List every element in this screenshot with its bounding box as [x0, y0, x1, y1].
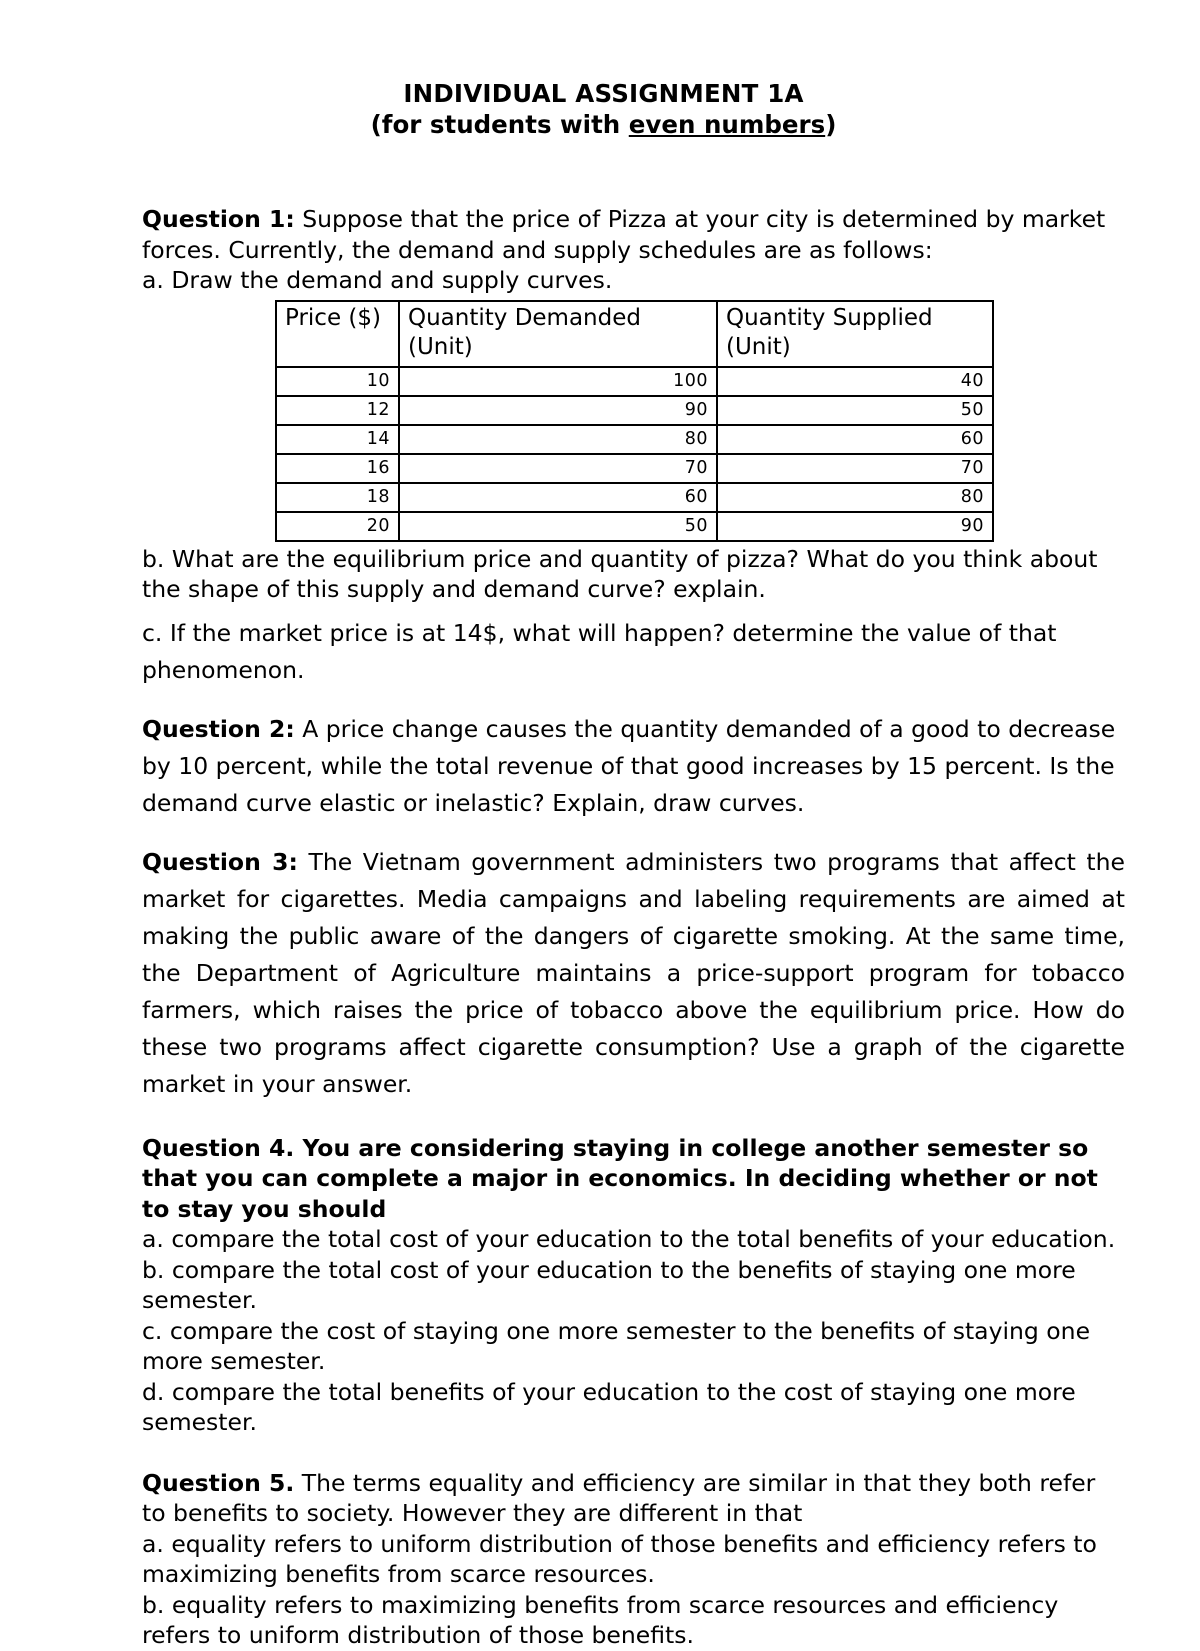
table-header-row — [276, 301, 993, 367]
subtitle-suffix: ) — [825, 110, 837, 139]
subtitle-prefix: (for students with — [370, 110, 629, 139]
table-row — [276, 396, 993, 425]
question-1-intro-text: Suppose that the price of Pizza at your city is determined by market forces. Currently, the demand and supply schedules are as follows: — [142, 205, 1106, 264]
cell-quantity-supplied: 50 — [717, 396, 993, 425]
subtitle-underlined-text: even numbers — [628, 110, 826, 139]
question-3-label: Question 3: — [142, 847, 298, 876]
supply-demand-schedule-table — [275, 300, 994, 542]
question-2-text: A price change causes the quantity demanded of a good to decrease by 10 percent, while the total revenue of that good increases by 15 percent. Is the demand curve elastic or inelastic? Explain, draw curves. — [142, 714, 1116, 817]
page-title: INDIVIDUAL ASSIGNMENT 1A — [403, 79, 804, 108]
header-price-line1: Price ($) — [285, 304, 381, 331]
table-row — [276, 512, 993, 541]
table-header — [276, 301, 993, 367]
question-5-option-b: b. equality refers to maximizing benefits from scarce resources and efficiency refers to uniform distribution of those benefits. — [142, 1590, 1059, 1649]
cell-quantity-demanded: 60 — [399, 483, 717, 512]
spacer-before-question-2 — [142, 689, 1125, 711]
question-1-label: Question 1: — [142, 205, 295, 233]
cell-quantity-supplied: 40 — [717, 367, 993, 396]
cell-quantity-demanded: 80 — [399, 425, 717, 454]
cell-quantity-supplied: 90 — [717, 512, 993, 541]
table-row — [276, 483, 993, 512]
question-1-part-c: c. If the market price is at 14$, what will happen? determine the value of that phenomenon. — [142, 618, 1057, 684]
question-5-heading — [142, 1468, 1125, 1529]
question-4-option-b: b. compare the total cost of your education to the benefits of staying one more semester. — [142, 1255, 1076, 1314]
question-1-part-b: b. What are the equilibrium price and quantity of pizza? What do you think about the shape of this supply and demand curve? explain. — [142, 544, 1098, 603]
question-4-option-c: c. compare the cost of staying one more semester to the benefits of staying one more semester. — [142, 1316, 1091, 1375]
header-price — [276, 301, 399, 367]
header-quantity-demanded-line1: Quantity Demanded — [408, 304, 641, 331]
cell-price: 14 — [276, 425, 399, 454]
question-5-option-a: a. equality refers to uniform distribution of those benefits and efficiency refers to maximizing benefits from scarce resources. — [142, 1529, 1097, 1588]
cell-quantity-demanded: 90 — [399, 396, 717, 425]
cell-quantity-demanded: 100 — [399, 367, 717, 396]
question-5-label: Question 5. — [142, 1468, 295, 1497]
header-quantity-supplied-line1: Quantity Supplied — [726, 304, 933, 331]
spacer-after-title — [142, 140, 1125, 162]
cell-quantity-supplied: 70 — [717, 454, 993, 483]
question-3 — [142, 844, 1125, 1103]
spacer-before-question-5 — [142, 1438, 1125, 1468]
table-row — [276, 454, 993, 483]
question-4-option-d: d. compare the total benefits of your education to the cost of staying one more semester. — [142, 1377, 1076, 1436]
cell-price: 16 — [276, 454, 399, 483]
cell-price: 12 — [276, 396, 399, 425]
spacer-before-part-c — [142, 605, 1125, 615]
header-quantity-supplied-line2: (Unit) — [726, 333, 791, 360]
question-4-heading: Question 4. You are considering staying in college another semester so that you can complete a major in economics. In deciding whether or not to stay you should — [142, 1133, 1098, 1223]
table-row — [276, 425, 993, 454]
cell-quantity-supplied: 60 — [717, 425, 993, 454]
cell-price: 20 — [276, 512, 399, 541]
cell-price: 10 — [276, 367, 399, 396]
header-quantity-demanded-line2: (Unit) — [408, 333, 473, 360]
question-2-label: Question 2: — [142, 714, 295, 743]
cell-quantity-demanded: 70 — [399, 454, 717, 483]
header-quantity-supplied — [717, 301, 993, 367]
page-subtitle — [142, 109, 1125, 140]
cell-price: 18 — [276, 483, 399, 512]
question-2 — [142, 711, 1125, 822]
cell-quantity-supplied: 80 — [717, 483, 993, 512]
question-1-part-a: a. Draw the demand and supply curves. — [142, 266, 613, 294]
spacer-before-question-3 — [142, 822, 1125, 844]
cell-quantity-demanded: 50 — [399, 512, 717, 541]
question-1-intro — [142, 204, 1125, 265]
spacer-before-question-4 — [142, 1103, 1125, 1133]
header-quantity-demanded — [399, 301, 717, 367]
table-row — [276, 367, 993, 396]
question-4-option-a: a. compare the total cost of your education to the total benefits of your education. — [142, 1225, 1116, 1253]
table-body — [276, 367, 993, 541]
question-3-text: The Vietnam government administers two programs that affect the market for cigarettes. Media campaigns and labeling requirements are aimed at making the public aware of the dangers of cigarette smoking. At the same time, the Department of Agriculture maintains a price-support program for tobacco farmers, which raises the price of tobacco above the equilibrium price. How do these two programs affect cigarette consumption? Use a graph of the cigarette market in your answer. — [142, 847, 1125, 1098]
question-5-text: The terms equality and efficiency are similar in that they both refer to benefits to society. However they are different in that — [142, 1468, 1096, 1527]
